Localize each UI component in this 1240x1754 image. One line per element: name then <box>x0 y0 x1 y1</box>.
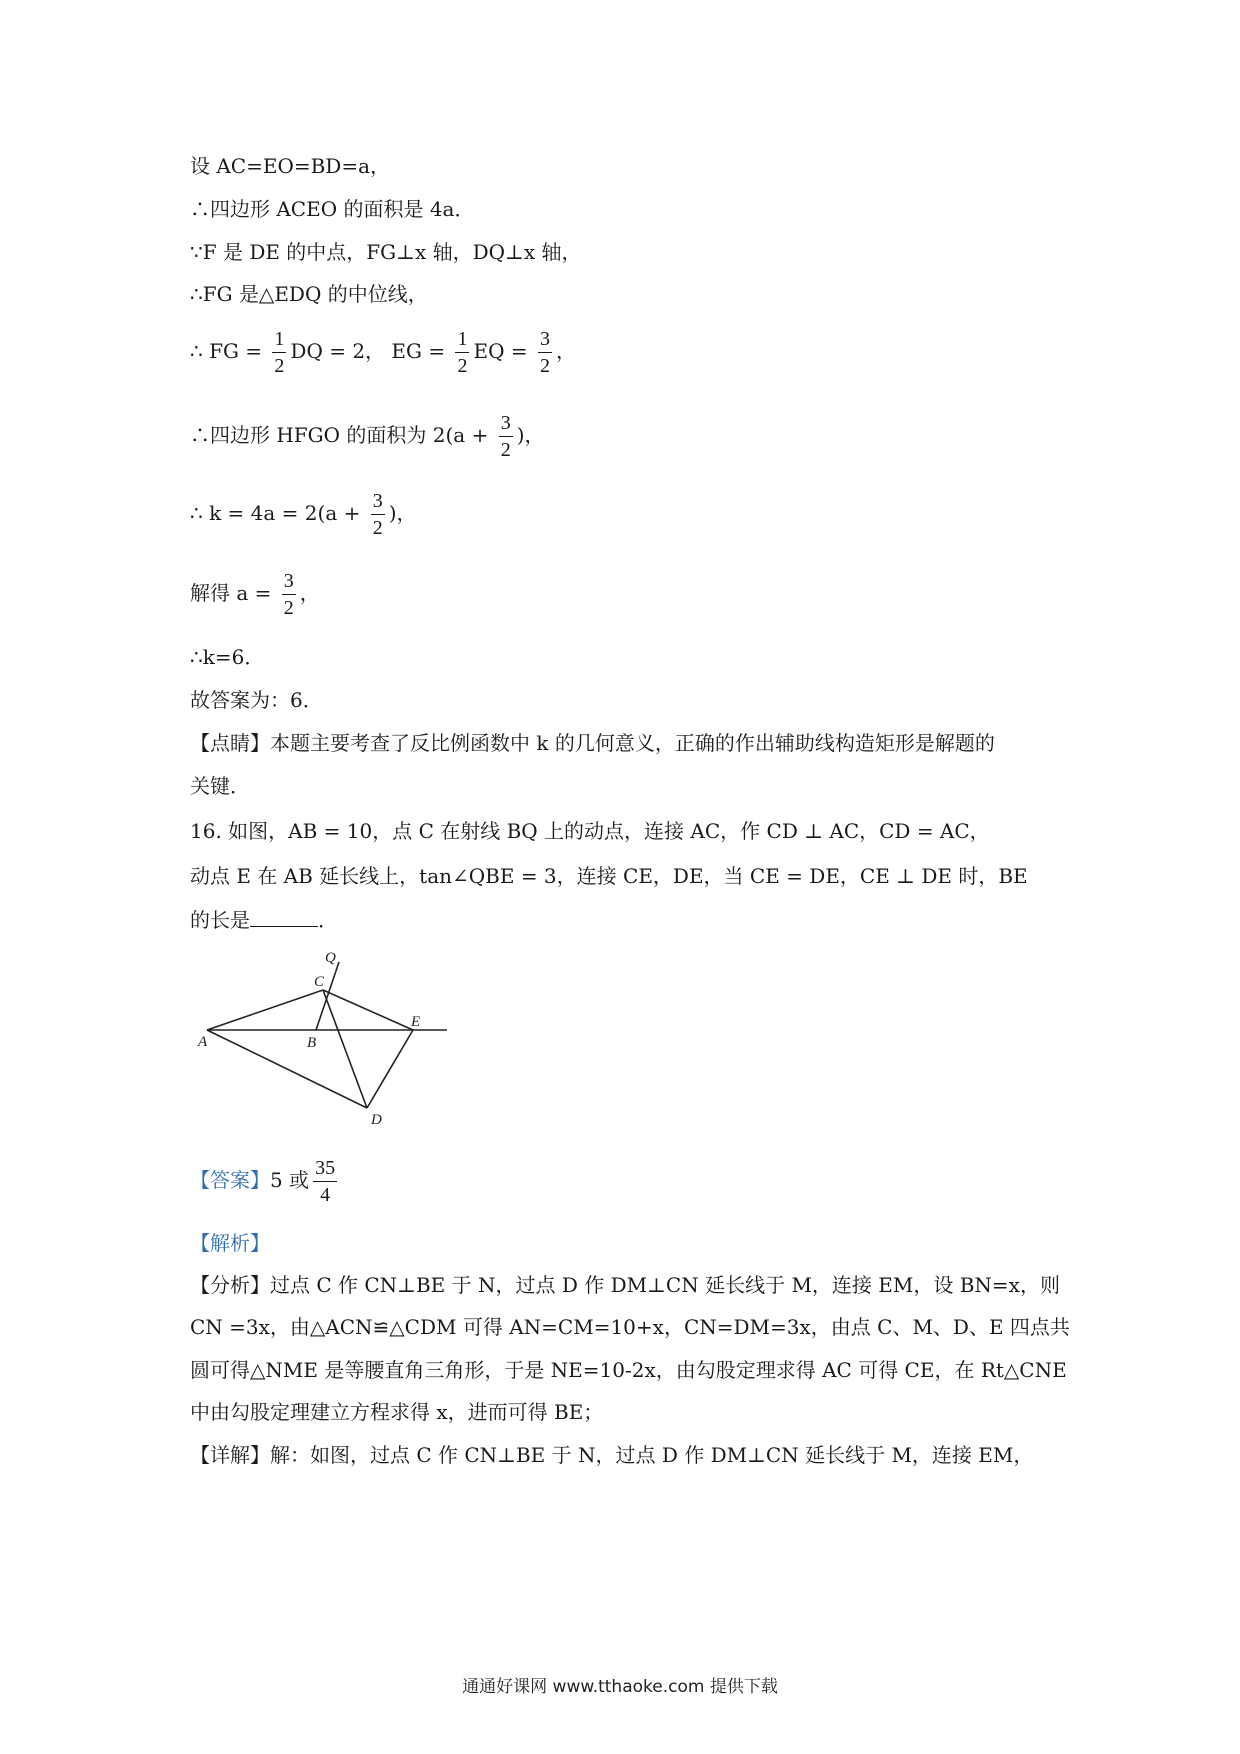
text-line: 【分析】过点 C 作 CN⊥BE 于 N，过点 D 作 DM⊥CN 延长线于 M，连接 EM，设 BN=x，则 <box>190 1273 1060 1297</box>
equation-line: ∴ k = 4a = 2(a + $\frac{3}{2}$ )， <box>190 490 417 539</box>
text-line: CN =3x，由△ACN≌△CDM 可得 AN=CM=10+x，CN=DM=3x，由点 C、M、D、E 四点共 <box>190 1315 1070 1339</box>
equation-line: 解得 a = $\frac{3}{2}$ ， <box>190 570 320 619</box>
text-line: 【点睛】本题主要考查了反比例函数中 k 的几何意义，正确的作出辅助线构造矩形是解题的 <box>190 731 995 755</box>
text-line: ∴k=6． <box>190 645 265 669</box>
question-line: 16. 如图，AB = 10，点 C 在射线 BQ 上的动点，连接 AC，作 CD ⊥ AC，CD = AC， <box>190 819 990 843</box>
fraction: $\frac{1}{2}$ <box>457 328 468 377</box>
label-a: A <box>198 1034 208 1050</box>
fraction: $\frac{3}{2}$ <box>500 412 511 461</box>
question-line: 动点 E 在 AB 延长线上，tan∠QBE = 3，连接 CE，DE，当 CE = DE，CE ⊥ DE 时，BE <box>190 864 1028 888</box>
text-line: 故答案为：6． <box>190 688 323 712</box>
text-line: ∴四边形 ACEO 的面积是 4a． <box>190 197 475 221</box>
fraction: $\frac{3}{2}$ <box>539 328 550 377</box>
label-d: D <box>371 1112 382 1128</box>
text-line: 圆可得△NME 是等腰直角三角形，于是 NE=10-2x，由勾股定理求得 AC 可得 CE，在 Rt△CNE <box>190 1358 1067 1382</box>
fraction: $\frac{3}{2}$ <box>372 490 383 539</box>
text-line: 关键． <box>190 774 250 798</box>
question-line: 的长是 ． <box>190 908 338 932</box>
label-e: E <box>411 1014 421 1030</box>
equation-line: ∴四边形 HFGO 的面积为 2(a + $\frac{3}{2}$ )， <box>190 412 545 461</box>
answer-line: 【答案】5 或 $\frac{35}{4}$ <box>190 1157 336 1206</box>
label-b: B <box>307 1035 317 1051</box>
text-line: 【详解】解：如图，过点 C 作 CN⊥BE 于 N，过点 D 作 DM⊥CN 延长线于 M，连接 EM， <box>190 1443 1034 1467</box>
geometry-figure <box>195 950 465 1135</box>
label-c: C <box>314 974 325 990</box>
answer-tag: 【答案】 <box>190 1168 270 1192</box>
fraction: $\frac{1}{2}$ <box>274 328 285 377</box>
fraction: $\frac{35}{4}$ <box>315 1157 336 1206</box>
equation-line: ∴ FG = $\frac{1}{2}$ DQ = 2， EG = $\frac{1}{2}$ EQ = $\frac{3}{2}$ ， <box>190 328 576 377</box>
label-q: Q <box>325 950 336 966</box>
text-line: 设 AC=EO=BD=a， <box>190 154 391 178</box>
text-line: 中由勾股定理建立方程求得 x，进而可得 BE； <box>190 1400 604 1424</box>
fraction: $\frac{3}{2}$ <box>283 570 294 619</box>
analysis-tag: 【解析】 <box>190 1231 270 1255</box>
segment-de <box>367 1030 413 1108</box>
text-line: ∵F 是 DE 的中点，FG⊥x 轴，DQ⊥x 轴， <box>190 240 582 264</box>
answer-blank <box>250 908 318 927</box>
text-line: ∴FG 是△EDQ 的中位线， <box>190 282 428 306</box>
segment-ac <box>207 990 323 1030</box>
page-footer: 通通好课网 www.tthaoke.com 提供下载 <box>462 1677 778 1697</box>
